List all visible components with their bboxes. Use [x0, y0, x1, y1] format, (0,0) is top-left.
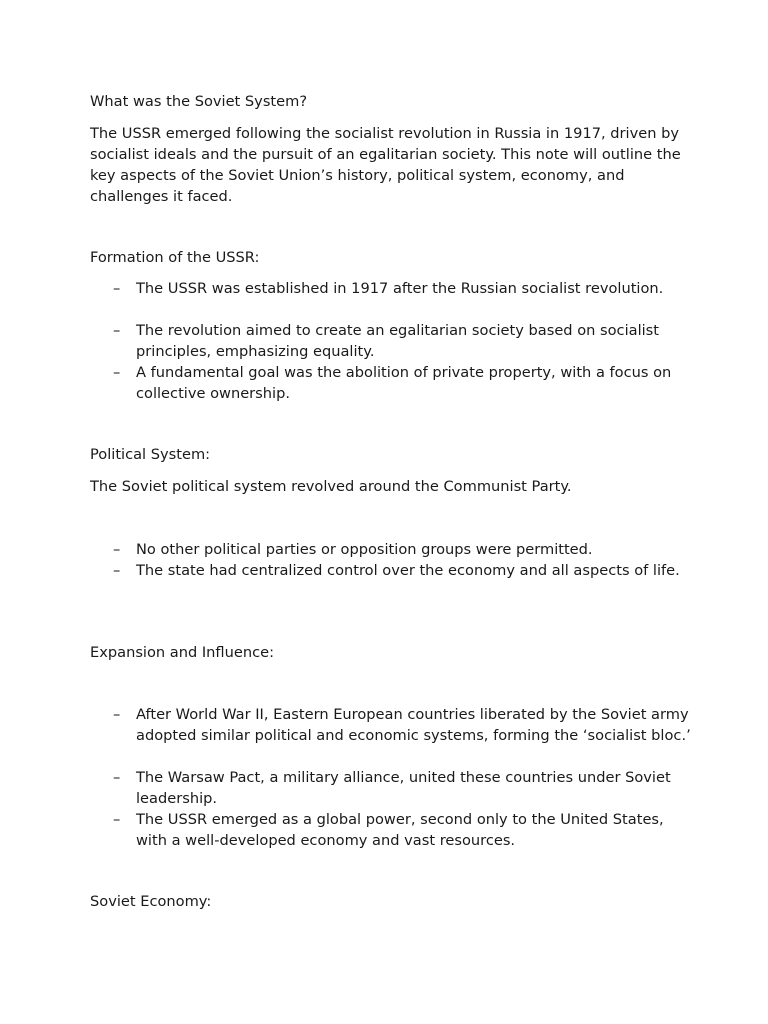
list-item: [113, 320, 693, 362]
list-item-text: The revolution aimed to create an egalitarian society based on socialist principles, emphasizing equality.: [136, 322, 660, 360]
bullet-dash: –: [113, 280, 121, 297]
economy-heading: Soviet Economy:: [90, 893, 212, 910]
bullet-dash: –: [113, 706, 121, 723]
list-item: [113, 362, 693, 404]
list-item: [113, 278, 693, 299]
document-title: What was the Soviet System?: [90, 93, 308, 110]
bullet-dash: –: [113, 562, 121, 579]
list-item-text: The USSR was established in 1917 after the Russian socialist revolution.: [136, 280, 664, 297]
list-item: [113, 560, 693, 581]
list-item-text: A fundamental goal was the abolition of private property, with a focus on collective ownership.: [136, 364, 672, 402]
bullet-dash: –: [113, 322, 121, 339]
list-item-text: The USSR emerged as a global power, second only to the United States, with a well-developed economy and vast resources.: [136, 811, 664, 849]
bullet-dash: –: [113, 541, 121, 558]
list-item: [113, 767, 693, 809]
expansion-heading: Expansion and Influence:: [90, 644, 275, 661]
intro-paragraph: The USSR emerged following the socialist revolution in Russia in 1917, driven by socialist ideals and the pursuit of an egalitarian society. This note will outline the key aspects of the Soviet Union’s history, political system, economy, and challenges it faced.: [90, 125, 681, 205]
bullet-dash: –: [113, 364, 121, 381]
list-item-text: The Warsaw Pact, a military alliance, united these countries under Soviet leadership.: [136, 769, 671, 807]
list-item-text: No other political parties or opposition groups were permitted.: [136, 541, 593, 558]
list-item: [113, 539, 693, 560]
list-item: [113, 704, 693, 746]
formation-heading: Formation of the USSR:: [90, 249, 260, 266]
bullet-dash: –: [113, 811, 121, 828]
list-item: [113, 809, 693, 851]
political-paragraph: The Soviet political system revolved around the Communist Party.: [90, 478, 572, 495]
list-item-text: After World War II, Eastern European countries liberated by the Soviet army adopted similar political and economic systems, forming the ‘socialist bloc.’: [136, 706, 691, 744]
list-item-text: The state had centralized control over the economy and all aspects of life.: [136, 562, 680, 579]
political-heading: Political System:: [90, 446, 211, 463]
bullet-dash: –: [113, 769, 121, 786]
